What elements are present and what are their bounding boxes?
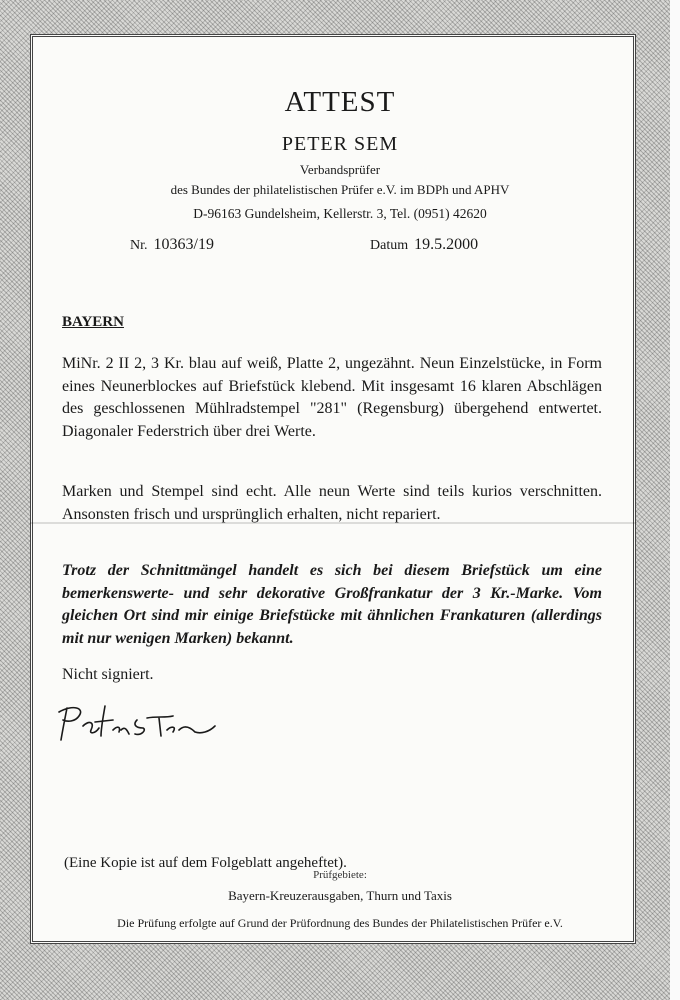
examination-areas: Bayern-Kreuzerausgaben, Thurn und Taxis — [228, 888, 452, 903]
number-value: 10363/19 — [153, 236, 214, 253]
examiner-name: PETER SEM — [281, 133, 399, 155]
certificate-title: ATTEST — [284, 86, 396, 118]
remark-paragraph: Trotz der Schnittmängel handelt es sich bei diesem Briefstück um eine bemerkenswerte- und sehr dekorative Großfrankatur der 3 Kr.-Marke. Vom gleichen Ort sind mir einige Briefstücke mit ähnlichen Frankaturen (allerdings mit nur wenigen Marken) bekannt. — [62, 562, 602, 647]
certificate-number — [130, 236, 214, 254]
regulation-footer: Die Prüfung erfolgte auf Grund der Prüfordnung des Bundes der Philatelistischen Prüfer e.V. — [117, 916, 563, 930]
handwritten-signature — [55, 700, 225, 750]
description-paragraph: MiNr. 2 II 2, 3 Kr. blau auf weiß, Platte 2, ungezähnt. Neun Einzelstücke, in Form eines Neunerblockes auf Briefstück klebend. Mit insgesamt 16 klaren Abschlägen des geschlossenen Mühlradstempel "281" (Regensburg) übergehend entwertet. Diagonaler Federstrich über drei Werte. — [62, 355, 602, 440]
assessment-paragraph: Marken und Stempel sind echt. Alle neun Werte sind teils kurios verschnitten. Ansonsten frisch und ursprünglich erhalten, nicht repariert. — [62, 483, 602, 523]
section-heading: BAYERN — [62, 314, 124, 330]
address-line: D-96163 Gundelsheim, Kellerstr. 3, Tel. (0951) 42620 — [193, 206, 487, 221]
association-line: des Bundes der philatelistischen Prüfer e.V. im BDPh und APHV — [170, 182, 510, 197]
copy-note: (Eine Kopie ist auf dem Folgeblatt angeheftet). — [64, 855, 347, 871]
date-label: Datum — [370, 238, 409, 253]
date-value: 19.5.2000 — [414, 236, 479, 253]
certificate-date — [370, 236, 478, 254]
number-label: Nr. — [130, 238, 148, 253]
examiner-role: Verbandsprüfer — [299, 162, 381, 177]
not-signed-note: Nicht signiert. — [62, 666, 154, 683]
examination-areas-label: Prüfgebiete: — [313, 869, 367, 881]
